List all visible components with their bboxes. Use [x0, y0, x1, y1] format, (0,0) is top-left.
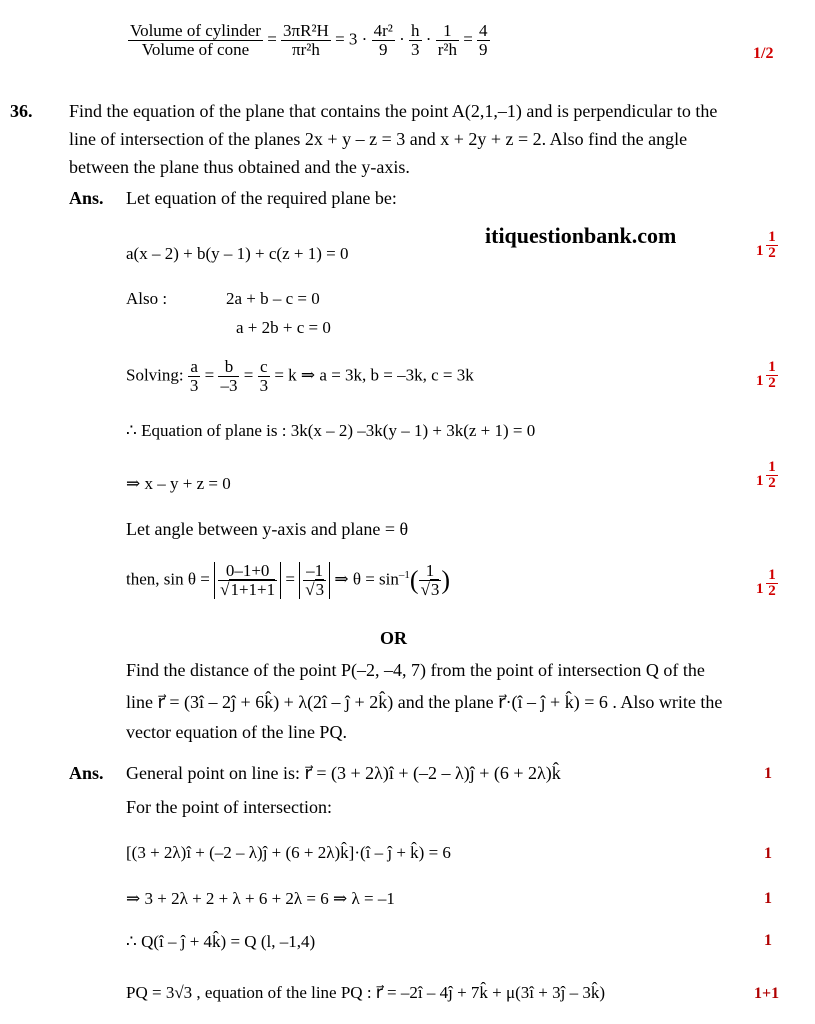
- answer-label: Ans.: [69, 188, 104, 208]
- ratio-lhs: $\frac{\text{Volume of cylinder}}{\text{Volume of cone}}$: [130, 21, 261, 59]
- question-line-3: between the plane thus obtained and the y-axis.: [69, 157, 410, 177]
- pq-line: PQ = 3√3 , equation of the line PQ : r⃗ = –2î – 4ĵ + 7k̂ + μ(3î + 3ĵ – 3k̂): [126, 983, 605, 1002]
- angle-intro: Let angle between y-axis and plane = θ: [126, 519, 409, 539]
- question-number: 36.: [10, 101, 33, 121]
- solve-lambda: ⇒ 3 + 2λ + 2 + λ + 6 + 2λ = 6 ⇒ λ = –1: [126, 889, 395, 908]
- sin-line: then, sin θ = $\frac{0-1+0}{√1+1+1}$ = $\frac{-1}{√3}$ ⇒ $\theta = \sin^{-1}$( $\frac{1}{√3}$ ): [126, 561, 451, 599]
- q-point: ∴ Q(î – ĵ + 4k̂) = Q (l, –1,4): [126, 932, 316, 951]
- plane-equation: a(x – 2) + b(y – 1) + c(z + 1) = 0: [126, 244, 349, 263]
- mark-one-half-2: 1 1 2: [756, 360, 780, 400]
- or-question-line-2: line r⃗ = (3î – 2ĵ + 6k̂) + λ(2î – ĵ + 2k̂) and the plane r⃗·(î – ĵ + k̂) = 6 . Also write the: [126, 692, 723, 712]
- or-divider: OR: [380, 628, 407, 648]
- mark-1d: 1: [764, 932, 772, 949]
- or-question-line-3: vector equation of the line PQ.: [126, 722, 347, 742]
- therefore-equation: ∴ Equation of plane is : 3k(x – 2) –3k(y – 1) + 3k(z + 1) = 0: [126, 421, 536, 440]
- mark-one-half-1: 1 1 2: [756, 230, 780, 270]
- mark-1b: 1: [764, 845, 772, 862]
- mark-half: 1/2: [753, 45, 774, 62]
- mark-one-half-3: 1 1 2: [756, 460, 780, 500]
- also-eq-2: a + 2b + c = 0: [236, 318, 331, 337]
- solving-line: Solving: $\frac{a}{3}$ = $\frac{b}{-3}$ = $\frac{c}{3}$ = k ⇒ a = 3k, b = –3k, c = 3k: [126, 357, 474, 395]
- mark-1c: 1: [764, 890, 772, 907]
- question-line-2: line of intersection of the planes 2x + y – z = 3 and x + 2y + z = 2. Also find the angle: [69, 129, 688, 149]
- answer-intro: Let equation of the required plane be:: [126, 188, 397, 208]
- watermark: itiquestionbank.com: [485, 223, 677, 248]
- question-line-1: Find the equation of the plane that contains the point A(2,1,–1) and is perpendicular to the: [69, 101, 718, 121]
- substitution: [(3 + 2λ)î + (–2 – λ)ĵ + (6 + 2λ)k̂]·(î – ĵ + k̂) = 6: [126, 843, 451, 862]
- answer2-label: Ans.: [69, 763, 104, 783]
- ratio-frac1: $\frac{\text{3πR²H}}{\text{πr²h}}$: [283, 21, 329, 59]
- also-eq-1: 2a + b – c = 0: [226, 289, 320, 308]
- also-label: Also :: [126, 289, 168, 308]
- mark-1plus1: 1+1: [754, 985, 780, 1002]
- result-equation: ⇒ x – y + z = 0: [126, 474, 231, 493]
- mark-one-half-4: 1 1 2: [756, 568, 780, 608]
- for-point: For the point of intersection:: [126, 797, 332, 817]
- general-point: General point on line is: r⃗ = (3 + 2λ)î + (–2 – λ)ĵ + (6 + 2λ)k̂: [126, 763, 561, 783]
- ratio-equation: $\frac{\text{Volume of cylinder}}{\text{Volume of cone}}$ = $\frac{\text{3πR²H}}{\text{πr²h}}$ = 3 · $\frac{\text{4r²}}{9}$ · $\frac{h}{3}$ · $\frac{1}{\text{r²h}}$ = $\frac{4}{9}$: [130, 21, 488, 59]
- or-question-line-1: Find the distance of the point P(–2, –4, 7) from the point of intersection Q of the: [126, 660, 705, 680]
- mark-1a: 1: [764, 765, 772, 782]
